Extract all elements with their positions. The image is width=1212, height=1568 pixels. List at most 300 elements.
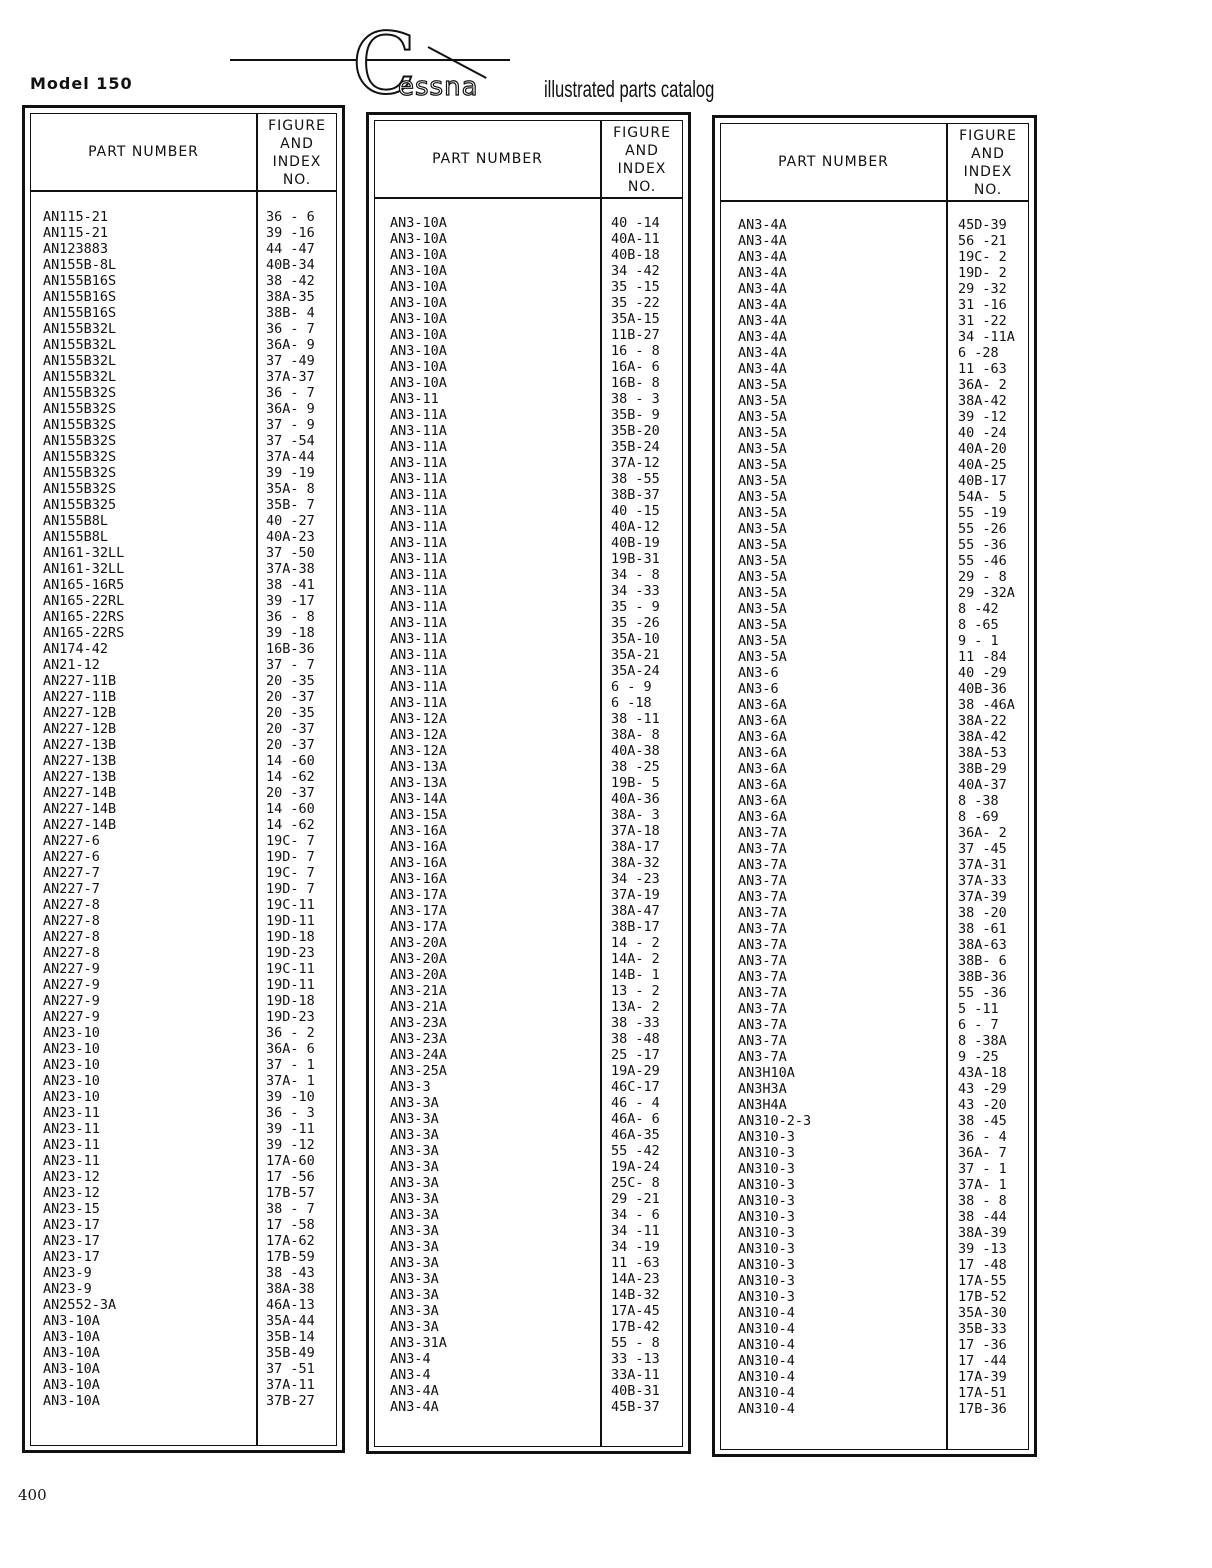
figure-index-header: [948, 127, 1028, 199]
table-row: [31, 1073, 336, 1089]
part-number-cell: AN3-3: [390, 1079, 431, 1095]
table-row: [721, 1321, 1028, 1337]
table-row: [721, 553, 1028, 569]
figure-index-cell: 43A-18: [958, 1065, 1007, 1081]
figure-index-cell: 19D-11: [266, 977, 315, 993]
figure-index-cell: 55 - 8: [611, 1335, 660, 1351]
figure-index-cell: 17A-60: [266, 1153, 315, 1169]
figure-index-cell: 38 -45: [958, 1113, 1007, 1129]
figure-index-cell: 38 -20: [958, 905, 1007, 921]
column-header: [721, 124, 1028, 202]
table-row: [31, 721, 336, 737]
table-row: [721, 425, 1028, 441]
part-number-cell: AN3-12A: [390, 743, 447, 759]
figure-index-cell: 40B-17: [958, 473, 1007, 489]
table-row: [721, 329, 1028, 345]
table-row: [721, 1241, 1028, 1257]
figure-index-cell: 36 - 7: [266, 321, 315, 337]
figure-index-cell: 35A-10: [611, 631, 660, 647]
table-row: [721, 1209, 1028, 1225]
figure-index-cell: 11 -84: [958, 649, 1007, 665]
column-header: [375, 121, 682, 199]
figure-index-cell: 38A-42: [958, 393, 1007, 409]
part-number-cell: AN3-3A: [390, 1159, 439, 1175]
table-row: [721, 585, 1028, 601]
part-number-cell: AN3-5A: [738, 393, 787, 409]
part-number-cell: AN23-10: [43, 1025, 100, 1041]
part-number-cell: AN3H10A: [738, 1065, 795, 1081]
figure-index-cell: 44 -47: [266, 241, 315, 257]
figure-index-cell: 29 -32: [958, 281, 1007, 297]
table-row: [31, 209, 336, 225]
table-row: [31, 433, 336, 449]
figure-index-cell: 37A-31: [958, 857, 1007, 873]
table-row: [375, 1287, 682, 1303]
table-row: [375, 439, 682, 455]
part-number-cell: AN3-6A: [738, 697, 787, 713]
figure-index-cell: 19D-11: [266, 913, 315, 929]
figure-index-cell: 9 -25: [958, 1049, 999, 1065]
part-number-cell: AN310-3: [738, 1145, 795, 1161]
table-row: [721, 713, 1028, 729]
part-number-cell: AN3-15A: [390, 807, 447, 823]
part-number-cell: AN3-11A: [390, 663, 447, 679]
part-number-cell: AN3-11A: [390, 551, 447, 567]
table-row: [375, 423, 682, 439]
table-row: [375, 583, 682, 599]
figure-index-cell: 46C-17: [611, 1079, 660, 1095]
part-number-cell: AN165-22RS: [43, 625, 125, 641]
table-row: [721, 905, 1028, 921]
figure-header-line: FIGURE: [268, 118, 326, 134]
part-number-cell: AN3-10A: [390, 247, 447, 263]
part-number-cell: AN23-11: [43, 1153, 100, 1169]
part-number-cell: AN3-13A: [390, 759, 447, 775]
table-row: [375, 247, 682, 263]
table-row: [721, 1385, 1028, 1401]
figure-index-cell: 38A- 8: [611, 727, 660, 743]
part-number-cell: AN3-4A: [390, 1399, 439, 1415]
part-number-cell: AN3-23A: [390, 1031, 447, 1047]
table-row: [31, 257, 336, 273]
table-row: [721, 921, 1028, 937]
figure-index-cell: 34 -19: [611, 1239, 660, 1255]
part-number-cell: AN155B32S: [43, 385, 117, 401]
table-row: [375, 647, 682, 663]
table-row: [721, 1369, 1028, 1385]
table-row: [721, 473, 1028, 489]
figure-index-cell: 19D-23: [266, 1009, 315, 1025]
table-row: [31, 609, 336, 625]
table-row: [31, 625, 336, 641]
part-number-cell: AN3-5A: [738, 425, 787, 441]
part-number-header: PART NUMBER: [778, 154, 889, 170]
table-row: [375, 951, 682, 967]
part-number-cell: AN310-3: [738, 1241, 795, 1257]
part-number-cell: AN3-13A: [390, 775, 447, 791]
table-row: [375, 311, 682, 327]
part-number-header: PART NUMBER: [88, 144, 199, 160]
figure-index-cell: 55 -26: [958, 521, 1007, 537]
figure-index-cell: 35 -22: [611, 295, 660, 311]
table-row: [721, 569, 1028, 585]
figure-index-cell: 55 -46: [958, 553, 1007, 569]
part-number-cell: AN165-22RL: [43, 593, 125, 609]
part-number-cell: AN155B8L: [43, 529, 109, 545]
part-number-cell: AN3-4: [390, 1367, 431, 1383]
part-number-cell: AN3-20A: [390, 967, 447, 983]
part-number-cell: AN3-7A: [738, 1033, 787, 1049]
part-number-cell: AN3-4A: [738, 265, 787, 281]
part-number-cell: AN3-11A: [390, 631, 447, 647]
table-row: [31, 1297, 336, 1313]
figure-index-cell: 40B-19: [611, 535, 660, 551]
figure-index-cell: 14 -60: [266, 753, 315, 769]
table-row: [375, 487, 682, 503]
figure-index-cell: 38 -46A: [958, 697, 1015, 713]
part-number-cell: AN3-5A: [738, 601, 787, 617]
part-number-cell: AN3-5A: [738, 441, 787, 457]
part-number-cell: AN3-7A: [738, 841, 787, 857]
part-number-cell: AN3-11A: [390, 567, 447, 583]
figure-index-cell: 35 - 9: [611, 599, 660, 615]
part-number-cell: AN310-4: [738, 1305, 795, 1321]
figure-index-cell: 40A-25: [958, 457, 1007, 473]
figure-index-cell: 37A-33: [958, 873, 1007, 889]
part-number-cell: AN3-5A: [738, 649, 787, 665]
figure-index-cell: 40A-20: [958, 441, 1007, 457]
table-row: [31, 529, 336, 545]
figure-index-cell: 35B-33: [958, 1321, 1007, 1337]
panel-frame: [374, 120, 683, 1447]
figure-index-cell: 35A-44: [266, 1313, 315, 1329]
part-number-cell: AN23-10: [43, 1089, 100, 1105]
figure-index-cell: 54A- 5: [958, 489, 1007, 505]
table-row: [31, 689, 336, 705]
table-row: [375, 1143, 682, 1159]
table-row: [375, 551, 682, 567]
part-number-cell: AN3-11A: [390, 615, 447, 631]
table-row: [721, 1257, 1028, 1273]
table-row: [721, 617, 1028, 633]
part-number-cell: AN227-6: [43, 833, 100, 849]
table-row: [31, 801, 336, 817]
part-number-cell: AN227-12B: [43, 721, 117, 737]
table-row: [31, 417, 336, 433]
figure-index-cell: 38 - 3: [611, 391, 660, 407]
part-number-cell: AN3-24A: [390, 1047, 447, 1063]
figure-index-cell: 20 -37: [266, 737, 315, 753]
figure-index-cell: 45B-37: [611, 1399, 660, 1415]
figure-index-cell: 38 -61: [958, 921, 1007, 937]
part-number-cell: AN3-3A: [390, 1303, 439, 1319]
figure-index-cell: 46 - 4: [611, 1095, 660, 1111]
table-row: [721, 649, 1028, 665]
figure-header-line: AND: [971, 146, 1005, 162]
part-number-cell: AN3-4A: [738, 233, 787, 249]
table-row: [31, 897, 336, 913]
figure-index-cell: 34 -23: [611, 871, 660, 887]
figure-index-cell: 17 -44: [958, 1353, 1007, 1369]
part-number-cell: AN23-9: [43, 1265, 92, 1281]
table-row: [375, 631, 682, 647]
part-number-cell: AN3-20A: [390, 935, 447, 951]
table-row: [721, 1225, 1028, 1241]
part-number-cell: AN23-17: [43, 1217, 100, 1233]
table-row: [721, 1113, 1028, 1129]
figure-index-cell: 40A-38: [611, 743, 660, 759]
part-number-cell: AN23-10: [43, 1057, 100, 1073]
figure-index-cell: 35A- 8: [266, 481, 315, 497]
part-number-cell: AN310-4: [738, 1337, 795, 1353]
table-row: [721, 249, 1028, 265]
part-number-cell: AN310-2-3: [738, 1113, 812, 1129]
figure-index-cell: 38A-42: [958, 729, 1007, 745]
table-row: [375, 999, 682, 1015]
part-number-cell: AN310-4: [738, 1321, 795, 1337]
table-row: [375, 455, 682, 471]
figure-index-cell: 37 - 9: [266, 417, 315, 433]
table-row: [31, 1169, 336, 1185]
table-row: [721, 313, 1028, 329]
model-label: Model 150: [30, 74, 133, 93]
figure-index-cell: 40A-11: [611, 231, 660, 247]
part-number-cell: AN23-11: [43, 1137, 100, 1153]
table-row: [721, 489, 1028, 505]
figure-index-cell: 17B-59: [266, 1249, 315, 1265]
figure-index-cell: 40A-36: [611, 791, 660, 807]
table-row: [31, 337, 336, 353]
figure-index-cell: 37A-37: [266, 369, 315, 385]
figure-index-cell: 39 -10: [266, 1089, 315, 1105]
figure-index-cell: 20 -37: [266, 785, 315, 801]
figure-index-cell: 19A-24: [611, 1159, 660, 1175]
part-number-cell: AN155B32S: [43, 465, 117, 481]
table-row: [31, 753, 336, 769]
table-row: [375, 759, 682, 775]
part-number-cell: AN23-17: [43, 1249, 100, 1265]
table-row: [31, 593, 336, 609]
figure-index-cell: 36 - 7: [266, 385, 315, 401]
table-row: [375, 791, 682, 807]
figure-index-cell: 14B-32: [611, 1287, 660, 1303]
part-number-cell: AN227-8: [43, 929, 100, 945]
figure-index-cell: 38B-37: [611, 487, 660, 503]
table-row: [375, 903, 682, 919]
part-number-cell: AN3-11A: [390, 423, 447, 439]
part-number-cell: AN155B32L: [43, 321, 117, 337]
logo-initial: C: [352, 15, 417, 113]
figure-index-cell: 40 -24: [958, 425, 1007, 441]
table-row: [31, 1153, 336, 1169]
table-row: [721, 1129, 1028, 1145]
table-row: [375, 807, 682, 823]
part-number-cell: AN3-3A: [390, 1143, 439, 1159]
part-number-cell: AN310-3: [738, 1161, 795, 1177]
table-row: [31, 881, 336, 897]
figure-index-cell: 39 -18: [266, 625, 315, 641]
table-row: [31, 1233, 336, 1249]
table-row: [375, 839, 682, 855]
figure-index-cell: 39 -16: [266, 225, 315, 241]
logo-wordmark: essna: [398, 72, 479, 102]
part-number-cell: AN3-12A: [390, 711, 447, 727]
figure-index-cell: 8 -42: [958, 601, 999, 617]
table-row: [375, 1047, 682, 1063]
part-number-cell: AN155B325: [43, 497, 117, 513]
part-number-cell: AN3-10A: [390, 359, 447, 375]
part-number-cell: AN227-8: [43, 945, 100, 961]
figure-index-cell: 33 -13: [611, 1351, 660, 1367]
table-row: [375, 1159, 682, 1175]
table-row: [375, 567, 682, 583]
figure-index-cell: 37 -45: [958, 841, 1007, 857]
column-header: [31, 114, 336, 192]
table-row: [31, 1089, 336, 1105]
figure-index-cell: 34 -33: [611, 583, 660, 599]
part-number-cell: AN3-16A: [390, 823, 447, 839]
table-row: [31, 657, 336, 673]
figure-index-cell: 38B-17: [611, 919, 660, 935]
part-number-cell: AN3-5A: [738, 569, 787, 585]
figure-index-cell: 25C- 8: [611, 1175, 660, 1191]
part-number-cell: AN3-5A: [738, 585, 787, 601]
part-number-cell: AN3-11A: [390, 487, 447, 503]
table-row: [375, 1271, 682, 1287]
figure-header-line: NO.: [627, 179, 657, 195]
table-row: [31, 1361, 336, 1377]
part-number-cell: AN3-11A: [390, 439, 447, 455]
figure-index-cell: 37A-38: [266, 561, 315, 577]
table-row: [31, 1025, 336, 1041]
table-row: [31, 561, 336, 577]
part-number-cell: AN3-11A: [390, 695, 447, 711]
table-row: [375, 295, 682, 311]
part-number-cell: AN155B32S: [43, 417, 117, 433]
table-row: [721, 793, 1028, 809]
part-number-cell: AN3-7A: [738, 889, 787, 905]
figure-index-header: [258, 117, 336, 189]
table-row: [721, 1273, 1028, 1289]
figure-index-cell: 36A- 2: [958, 825, 1007, 841]
table-row: [375, 887, 682, 903]
figure-index-cell: 37 - 1: [266, 1057, 315, 1073]
figure-index-cell: 16A- 6: [611, 359, 660, 375]
page-number: 400: [18, 1486, 47, 1504]
part-number-cell: AN155B16S: [43, 289, 117, 305]
figure-index-cell: 37 - 1: [958, 1161, 1007, 1177]
table-row: [375, 503, 682, 519]
figure-index-cell: 40A-37: [958, 777, 1007, 793]
figure-header-line: INDEX: [617, 161, 667, 177]
part-number-cell: AN23-12: [43, 1169, 100, 1185]
part-number-cell: AN23-11: [43, 1121, 100, 1137]
figure-index-cell: 35 -26: [611, 615, 660, 631]
figure-index-cell: 38B- 6: [958, 953, 1007, 969]
part-number-cell: AN310-4: [738, 1369, 795, 1385]
table-row: [375, 983, 682, 999]
figure-index-cell: 35A-15: [611, 311, 660, 327]
figure-index-cell: 14 -62: [266, 817, 315, 833]
table-row: [375, 1255, 682, 1271]
part-number-cell: AN3-16A: [390, 871, 447, 887]
table-row: [31, 1041, 336, 1057]
part-number-cell: AN3-10A: [43, 1313, 100, 1329]
part-number-cell: AN3-3A: [390, 1111, 439, 1127]
table-row: [375, 1015, 682, 1031]
part-number-cell: AN310-3: [738, 1129, 795, 1145]
figure-index-cell: 39 -12: [266, 1137, 315, 1153]
parts-panel-2: [366, 112, 691, 1454]
figure-index-cell: 37 -51: [266, 1361, 315, 1377]
table-row: [375, 327, 682, 343]
table-row: [375, 1239, 682, 1255]
table-row: [31, 385, 336, 401]
table-row: [31, 225, 336, 241]
figure-index-cell: 40B-36: [958, 681, 1007, 697]
table-row: [31, 449, 336, 465]
table-row: [375, 215, 682, 231]
figure-index-cell: 38A-35: [266, 289, 315, 305]
figure-index-cell: 34 -11A: [958, 329, 1015, 345]
table-row: [721, 505, 1028, 521]
table-row: [31, 1393, 336, 1409]
table-row: [375, 727, 682, 743]
table-row: [31, 641, 336, 657]
figure-header-line: AND: [280, 136, 314, 152]
table-row: [721, 1065, 1028, 1081]
figure-index-cell: 39 -13: [958, 1241, 1007, 1257]
part-number-cell: AN3-5A: [738, 633, 787, 649]
figure-index-cell: 36 - 6: [266, 209, 315, 225]
part-number-cell: AN3-11A: [390, 599, 447, 615]
table-row: [375, 375, 682, 391]
part-number-cell: AN3-3A: [390, 1239, 439, 1255]
part-number-cell: AN310-4: [738, 1401, 795, 1417]
panel-frame: [30, 113, 337, 1446]
table-row: [721, 1353, 1028, 1369]
part-number-cell: AN3-7A: [738, 969, 787, 985]
part-number-cell: AN3-5A: [738, 473, 787, 489]
part-number-cell: AN310-3: [738, 1257, 795, 1273]
figure-index-cell: 17B-57: [266, 1185, 315, 1201]
part-number-cell: AN115-21: [43, 225, 109, 241]
table-row: [721, 761, 1028, 777]
table-row: [375, 743, 682, 759]
figure-index-cell: 36A- 7: [958, 1145, 1007, 1161]
figure-index-cell: 38 -25: [611, 759, 660, 775]
table-row: [375, 1095, 682, 1111]
figure-index-cell: 38 -48: [611, 1031, 660, 1047]
table-row: [31, 353, 336, 369]
table-row: [31, 817, 336, 833]
table-row: [31, 1057, 336, 1073]
table-row: [375, 343, 682, 359]
figure-index-cell: 9 - 1: [958, 633, 999, 649]
table-row: [375, 855, 682, 871]
figure-header-line: INDEX: [963, 164, 1013, 180]
part-number-cell: AN227-14B: [43, 801, 117, 817]
figure-index-cell: 20 -35: [266, 673, 315, 689]
figure-index-cell: 19A-29: [611, 1063, 660, 1079]
figure-index-cell: 34 -11: [611, 1223, 660, 1239]
parts-list: [31, 209, 336, 1409]
figure-index-cell: 29 - 8: [958, 569, 1007, 585]
part-number-cell: AN165-22RS: [43, 609, 125, 625]
figure-index-cell: 19C- 7: [266, 833, 315, 849]
table-row: [31, 369, 336, 385]
figure-index-cell: 39 -12: [958, 409, 1007, 425]
